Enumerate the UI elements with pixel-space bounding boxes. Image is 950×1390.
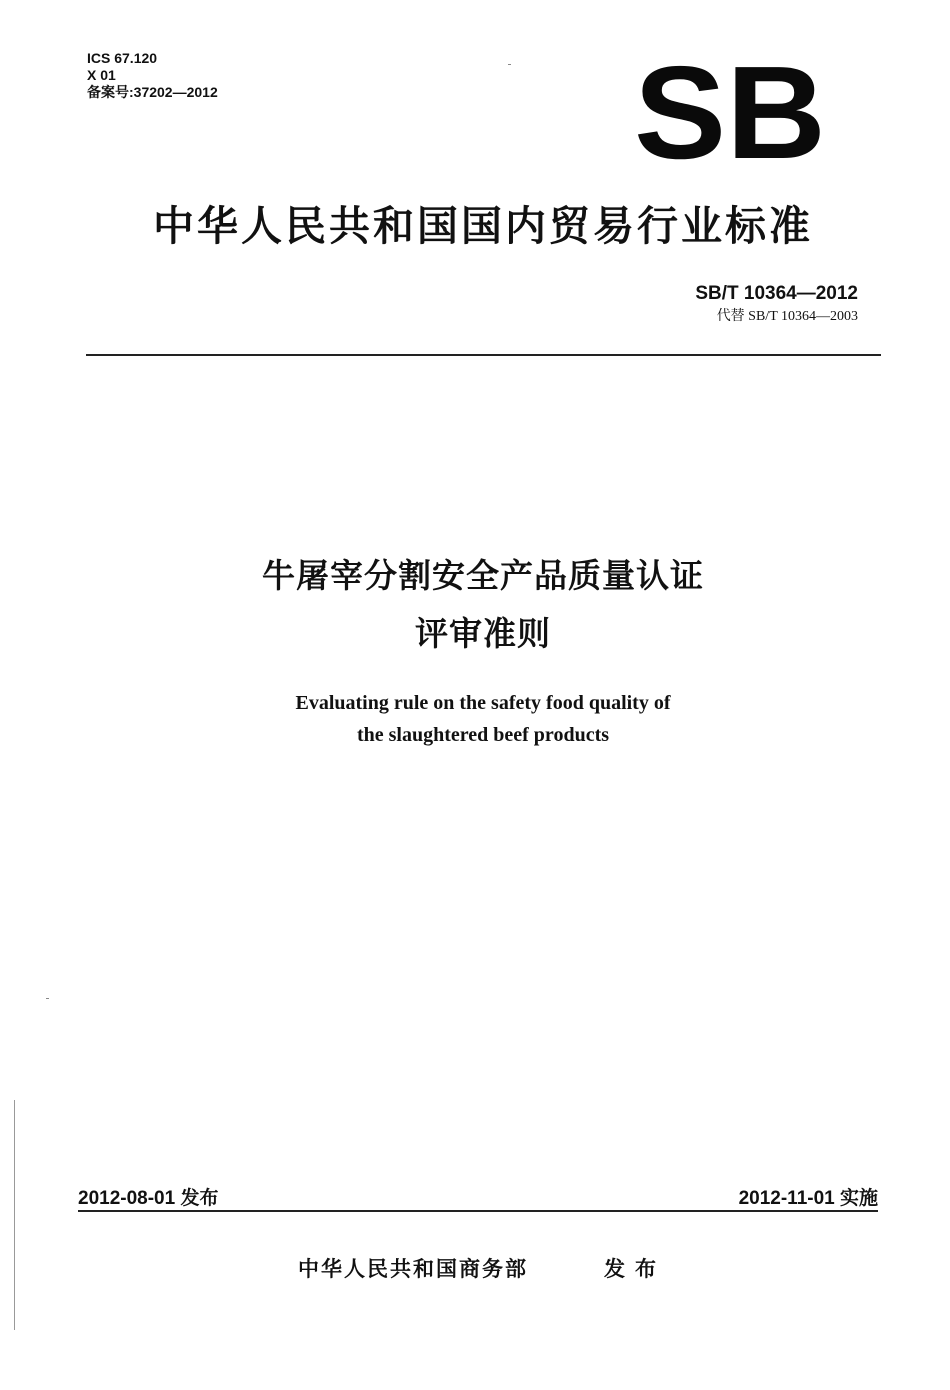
ics-code: ICS 67.120 [87, 50, 158, 66]
filing-number: 备案号:37202—2012 [87, 84, 218, 100]
classification-block [87, 50, 218, 101]
sb-logo-text: SB [634, 62, 826, 162]
english-title-line-2: the slaughtered beef products [356, 724, 610, 746]
implementation-date: 2012-11-01 实施 [738, 1188, 878, 1209]
standard-number: SB/T 10364—2012 [695, 283, 858, 304]
header-divider [86, 354, 881, 356]
issuing-authority-title: 中华人民共和国国内贸易行业标准 [153, 202, 813, 250]
footer-divider [78, 1210, 878, 1212]
english-title-line-1: Evaluating rule on the safety food quality of [295, 692, 671, 714]
ccs-code: X 01 [87, 67, 116, 83]
issue-date: 2012-08-01 发布 [78, 1188, 219, 1209]
chinese-title-line-1: 牛屠宰分割安全产品质量认证 [262, 556, 704, 595]
scan-speck [508, 64, 511, 65]
replaces-standard: 代替 SB/T 10364—2003 [716, 309, 858, 324]
chinese-title-line-2: 评审准则 [415, 614, 551, 653]
publish-label: 发布 [604, 1257, 666, 1281]
sb-logo [632, 62, 828, 162]
scan-speck [46, 998, 49, 999]
publisher-name: 中华人民共和国商务部 [298, 1257, 528, 1281]
scan-edge-line [14, 1100, 15, 1330]
